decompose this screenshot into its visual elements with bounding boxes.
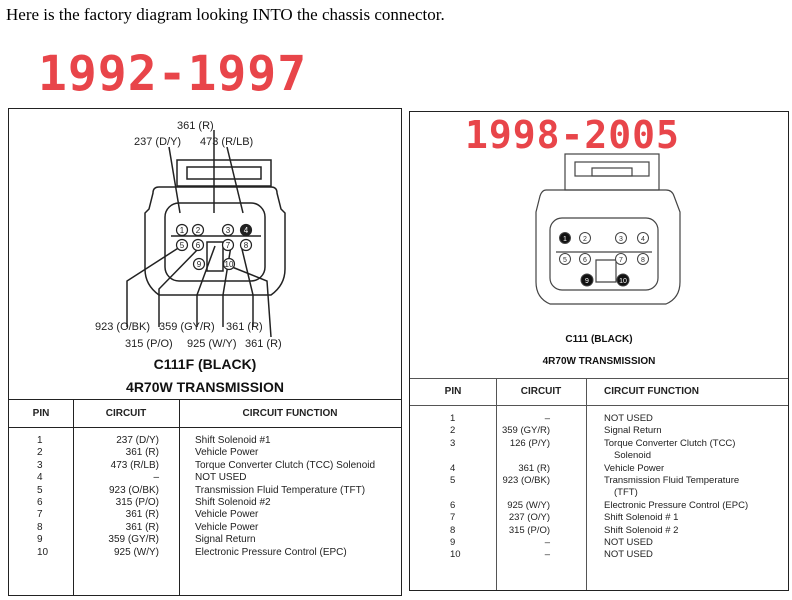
svg-text:10: 10: [224, 260, 234, 269]
pinout-table-1998-2005: [410, 378, 788, 562]
table-row: [410, 463, 788, 475]
function-cell: Transmission Fluid Temperature (TFT): [195, 484, 366, 496]
svg-text:3: 3: [225, 226, 231, 235]
transmission-title: 4R70W TRANSMISSION: [126, 379, 284, 395]
pin-cell: 5: [450, 475, 456, 487]
empty-cell: [496, 487, 586, 499]
table-row: [9, 435, 401, 447]
pin-cell: 2: [450, 425, 456, 437]
circuit-cell: –: [544, 537, 550, 549]
right-diagram-panel: [409, 111, 789, 591]
function-cell: Vehicle Power: [195, 447, 259, 459]
function-cell: Shift Solenoid # 1: [604, 512, 679, 524]
pin-cell: 8: [450, 524, 456, 536]
connector-name: C111 (BLACK): [565, 334, 633, 345]
circuit-cell: 315 (P/O): [508, 524, 550, 536]
pin-cell: 10: [37, 546, 49, 558]
function-cell: Shift Solenoid # 2: [604, 524, 679, 536]
svg-text:4: 4: [641, 236, 645, 243]
wire-label: 361 (R): [245, 338, 282, 350]
function-cell: Vehicle Power: [604, 462, 665, 474]
pin-cell: 5: [37, 484, 43, 496]
svg-text:2: 2: [195, 226, 201, 235]
wire-label: 473 (R/LB): [200, 136, 254, 148]
year-label-1998-2005: 1998-2005: [465, 113, 680, 157]
circuit-cell: 923 (O/BK): [502, 475, 550, 487]
pin-cell: 6: [450, 499, 456, 511]
circuit-cell: 359 (GY/R): [108, 534, 159, 546]
function-cell: Shift Solenoid #1: [195, 435, 271, 446]
pin-cell: 1: [450, 413, 456, 424]
table-row: [9, 509, 401, 521]
table-row: [410, 500, 788, 512]
circuit-cell: 923 (O/BK): [108, 484, 159, 496]
table-row: [9, 460, 401, 472]
spacer: [410, 405, 788, 413]
page-caption: Here is the factory diagram looking INTO the chassis connector.: [6, 5, 445, 24]
pinout-table-1992-1997: [9, 399, 401, 559]
function-cell: Vehicle Power: [195, 509, 259, 521]
svg-text:7: 7: [619, 257, 623, 264]
left-diagram-panel: [8, 108, 402, 596]
table-row: [410, 537, 788, 549]
header-pin: PIN: [444, 386, 462, 397]
svg-text:2: 2: [583, 236, 587, 243]
pin-cell: 2: [37, 447, 43, 459]
pin-cell: 1: [37, 435, 43, 446]
circuit-cell: –: [153, 472, 159, 484]
circuit-cell: 359 (GY/R): [501, 425, 550, 437]
transmission-title: 4R70W TRANSMISSION: [542, 356, 656, 367]
circuit-cell: –: [544, 413, 550, 424]
year-label-1992-1997: 1992-1997: [38, 46, 308, 102]
header-circuit: CIRCUIT: [520, 386, 562, 397]
table-row: [410, 512, 788, 524]
header-circuit: CIRCUIT: [105, 407, 147, 419]
svg-text:5: 5: [179, 241, 185, 250]
connector-name: C111F (BLACK): [153, 356, 257, 372]
svg-text:9: 9: [196, 260, 202, 269]
wire-label: 923 (O/BK): [95, 321, 151, 333]
wire-label: 315 (P/O): [125, 338, 173, 350]
table-row: [9, 472, 401, 484]
function-cell: Signal Return: [195, 534, 256, 546]
table-row: [9, 497, 401, 509]
empty-cell: [496, 450, 586, 462]
svg-text:4: 4: [243, 226, 249, 235]
pin-cell: 4: [450, 462, 456, 474]
table-row: [9, 522, 401, 534]
circuit-cell: 315 (P/O): [115, 497, 159, 509]
pin-cell: 7: [37, 509, 43, 521]
pin-cell: 8: [37, 521, 43, 533]
circuit-cell: 361 (R): [518, 462, 550, 474]
function-cell: Torque Converter Clutch (TCC) Solenoid: [195, 459, 376, 471]
function-cell: Electronic Pressure Control (EPC): [604, 499, 749, 511]
svg-text:1: 1: [563, 236, 567, 243]
table-row: [410, 413, 788, 425]
function-cell: Shift Solenoid #2: [195, 497, 271, 509]
table-row: [9, 547, 401, 559]
wire-label: 361 (R): [226, 321, 263, 333]
wire-label: 925 (W/Y): [187, 338, 237, 350]
circuit-cell: 361 (R): [125, 521, 159, 533]
svg-text:9: 9: [585, 278, 589, 285]
wire-label: 359 (GY/R): [159, 321, 215, 333]
function-cell: Vehicle Power: [195, 521, 259, 533]
header-function: CIRCUIT FUNCTION: [604, 386, 699, 397]
svg-text:10: 10: [619, 278, 627, 285]
svg-text:8: 8: [243, 241, 249, 250]
pin-cell: 6: [37, 497, 43, 509]
connector-diagram-c111f: [9, 109, 401, 349]
empty-cell: [410, 450, 496, 462]
wire-label: 361 (R): [177, 120, 214, 132]
table-row: [410, 438, 788, 450]
function-cell: Signal Return: [604, 425, 662, 437]
svg-text:8: 8: [641, 257, 645, 264]
table-row: [410, 549, 788, 561]
svg-text:1: 1: [179, 226, 185, 235]
pin-cell: 3: [450, 437, 456, 449]
table-row: [410, 475, 788, 487]
pin-cell: 9: [37, 534, 43, 546]
circuit-cell: 925 (W/Y): [113, 546, 159, 558]
header-function: CIRCUIT FUNCTION: [242, 407, 338, 419]
table-row: [410, 425, 788, 437]
function-cell: NOT USED: [195, 472, 247, 484]
circuit-cell: 237 (D/Y): [116, 435, 159, 446]
circuit-cell: 361 (R): [125, 447, 159, 459]
svg-text:5: 5: [563, 257, 567, 264]
svg-text:7: 7: [225, 241, 231, 250]
table-row: [9, 534, 401, 546]
circuit-cell: –: [544, 549, 550, 561]
svg-text:3: 3: [619, 236, 623, 243]
function-cell: Torque Converter Clutch (TCC): [604, 437, 736, 449]
empty-cell: [410, 487, 496, 499]
header-pin: PIN: [32, 407, 50, 419]
circuit-cell: 473 (R/LB): [110, 459, 159, 471]
function-cell: NOT USED: [604, 413, 653, 424]
table-row: [410, 525, 788, 537]
function-cell: NOT USED: [604, 537, 653, 549]
spacer: [9, 427, 401, 435]
pin-cell: 7: [450, 512, 456, 524]
pin-cell: 10: [450, 549, 461, 561]
circuit-cell: 126 (P/Y): [509, 437, 550, 449]
circuit-cell: 925 (W/Y): [507, 499, 550, 511]
pin-cell: 3: [37, 459, 43, 471]
function-cell-continued: Solenoid: [614, 450, 651, 462]
function-cell: Transmission Fluid Temperature: [604, 475, 740, 487]
wire-label: 237 (D/Y): [134, 136, 182, 148]
table-row-continuation: [410, 487, 788, 499]
table-row: [9, 447, 401, 459]
function-cell: Electronic Pressure Control (EPC): [195, 546, 347, 558]
svg-text:6: 6: [195, 241, 201, 250]
pin-cell: 9: [450, 537, 456, 549]
table-row: [9, 485, 401, 497]
function-cell: NOT USED: [604, 549, 653, 561]
circuit-cell: 237 (O/Y): [508, 512, 550, 524]
pin-cell: 4: [37, 472, 43, 484]
svg-text:6: 6: [583, 257, 587, 264]
circuit-cell: 361 (R): [125, 509, 159, 521]
function-cell-continued: (TFT): [614, 487, 638, 499]
table-row-continuation: [410, 450, 788, 462]
